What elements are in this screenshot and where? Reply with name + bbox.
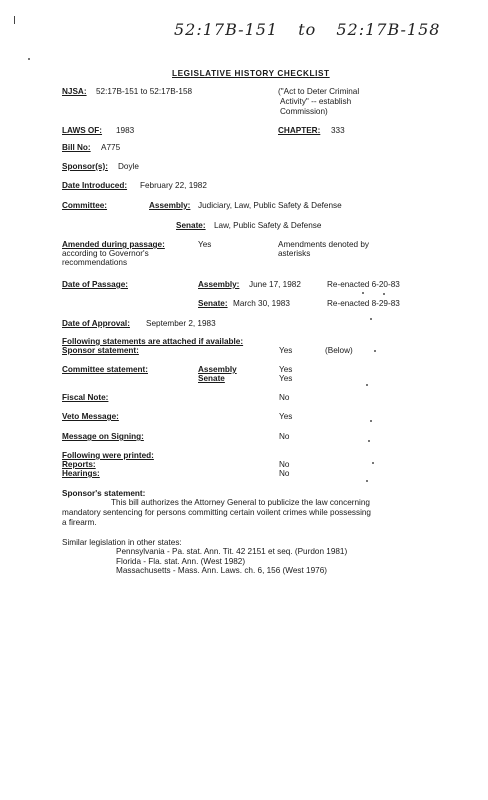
sponsor-statement-label: Sponsor statement: (62, 346, 139, 355)
bill-no-label: Bill No: (62, 143, 91, 152)
sponsor-statement-note: (Below) (325, 346, 353, 355)
passage-assembly-label: Assembly: (198, 280, 240, 289)
committee-statement-assembly-value: Yes (279, 365, 293, 374)
page-title: LEGISLATIVE HISTORY CHECKLIST (172, 69, 330, 78)
margin-mark (28, 58, 30, 60)
scan-speck (374, 350, 376, 352)
veto-message-label: Veto Message: (62, 412, 119, 421)
sponsors-label: Sponsor(s): (62, 162, 108, 171)
chapter-label: CHAPTER: (278, 126, 321, 135)
scan-speck (362, 292, 364, 294)
committee-statement-senate-label: Senate (198, 374, 225, 383)
passage-label: Date of Passage: (62, 280, 128, 289)
sponsor-block-line-1: This bill authorizes the Attorney General to publicize the law concerning (111, 498, 370, 507)
laws-of-value: 1983 (116, 126, 135, 135)
reports-value: No (279, 460, 290, 469)
veto-message-value: Yes (279, 412, 293, 421)
amended-subline-2: recommendations (62, 258, 128, 267)
date-introduced-label: Date Introduced: (62, 181, 128, 190)
hearings-value: No (279, 469, 290, 478)
handwritten-start: 52:17B-151 (174, 20, 279, 39)
passage-senate-label: Senate: (198, 299, 228, 308)
similar-item: Pennsylvania - Pa. stat. Ann. Tit. 42 2151 et seq. (Purdon 1981) (116, 547, 348, 556)
sponsor-block-line-2: mandatory sentencing for persons committing certain voilent crimes while possessing (62, 508, 371, 517)
scan-speck (368, 440, 370, 442)
similar-item: Massachusetts - Mass. Ann. Laws. ch. 6, 156 (West 1976) (116, 566, 327, 575)
laws-of-label: LAWS OF: (62, 126, 103, 135)
passage-assembly-value: June 17, 1982 (249, 280, 301, 289)
njsa-note-3: Commission) (280, 107, 328, 116)
handwritten-citation (174, 22, 440, 38)
handwritten-to: to (298, 20, 317, 39)
amended-note-2: asterisks (278, 249, 311, 258)
committee-statement-label: Committee statement: (62, 365, 148, 374)
scan-speck (366, 480, 368, 482)
fiscal-note-label: Fiscal Note: (62, 393, 109, 402)
similar-item: Florida - Fla. stat. Ann. (West 1982) (116, 557, 246, 566)
committee-assembly-label: Assembly: (149, 201, 191, 210)
committee-statement-assembly-label: Assembly (198, 365, 237, 374)
njsa-label: NJSA: (62, 87, 87, 96)
committee-senate-value: Law, Public Safety & Defense (214, 221, 322, 230)
sponsors-value: Doyle (118, 162, 139, 171)
approval-label: Date of Approval: (62, 319, 130, 328)
reports-label: Reports: (62, 460, 96, 469)
scan-speck (372, 462, 374, 464)
chapter-value: 333 (331, 126, 345, 135)
amended-subline-1: according to Governor's (62, 249, 149, 258)
hearings-label: Hearings: (62, 469, 100, 478)
amended-value: Yes (198, 240, 212, 249)
amended-note-1: Amendments denoted by (278, 240, 370, 249)
passage-senate-reenacted: Re-enacted 8-29-83 (327, 299, 400, 308)
similar-heading: Similar legislation in other states: (62, 538, 182, 547)
date-introduced-value: February 22, 1982 (140, 181, 207, 190)
njsa-note-2: Activity" -- establish (280, 97, 352, 106)
scan-speck (383, 293, 385, 295)
handwritten-end: 52:17B-158 (336, 20, 441, 39)
attached-heading: Following statements are attached if available: (62, 337, 244, 346)
margin-mark (14, 16, 15, 24)
njsa-value: 52:17B-151 to 52:17B-158 (96, 87, 193, 96)
approval-value: September 2, 1983 (146, 319, 216, 328)
committee-label: Committee: (62, 201, 108, 210)
njsa-note-1: ("Act to Deter Criminal (278, 87, 360, 96)
signing-message-label: Message on Signing: (62, 432, 144, 441)
scan-speck (366, 384, 368, 386)
amended-label: Amended during passage: (62, 240, 165, 249)
committee-statement-senate-value: Yes (279, 374, 293, 383)
sponsor-block-heading: Sponsor's statement: (62, 489, 146, 498)
scan-speck (370, 318, 372, 320)
scan-speck (370, 420, 372, 422)
passage-senate-value: March 30, 1983 (233, 299, 290, 308)
passage-assembly-reenacted: Re-enacted 6-20-83 (327, 280, 400, 289)
printed-heading: Following were printed: (62, 451, 154, 460)
sponsor-block-line-3: a firearm. (62, 518, 97, 527)
fiscal-note-value: No (279, 393, 290, 402)
committee-assembly-value: Judiciary, Law, Public Safety & Defense (198, 201, 342, 210)
sponsor-statement-value: Yes (279, 346, 293, 355)
committee-senate-label: Senate: (176, 221, 206, 230)
bill-no-value: A775 (101, 143, 121, 152)
signing-message-value: No (279, 432, 290, 441)
